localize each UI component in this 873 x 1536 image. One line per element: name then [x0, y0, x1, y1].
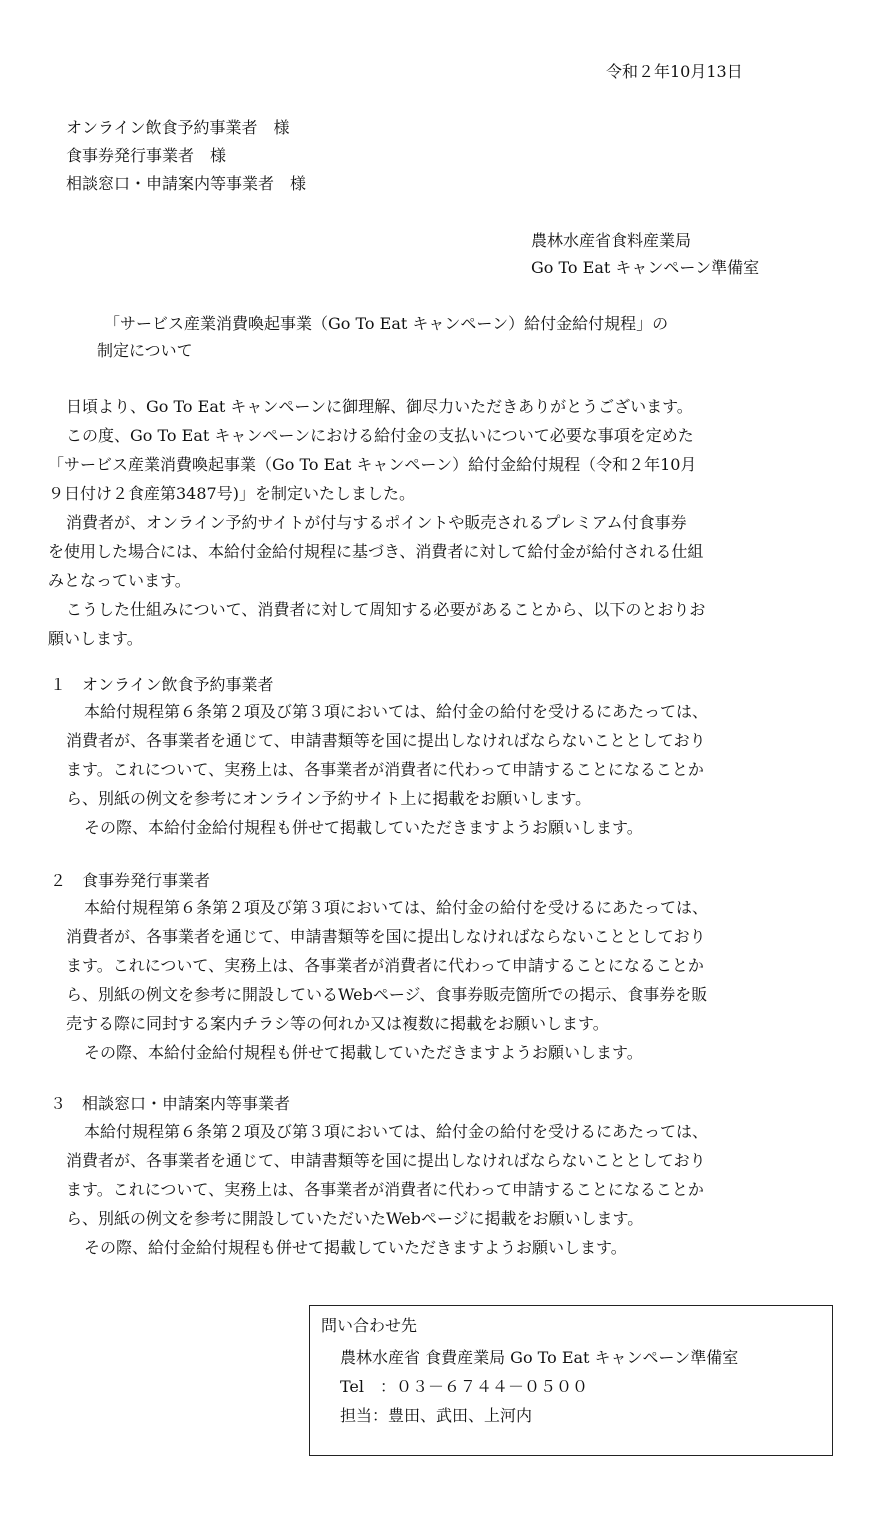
inquiry-org: 農林水産省 食費産業局 Go To Eat キャンペーン準備室 — [340, 1348, 739, 1367]
section-line: ます。これについて、実務上は、各事業者が消費者に代わって申請することになることか — [66, 1180, 704, 1199]
section-line: 本給付規程第６条第２項及び第３項においては、給付金の給付を受けるにあたっては、 — [84, 898, 709, 917]
section-line: ら、別紙の例文を参考に開設していただいたWebページに掲載をお願いします。 — [66, 1209, 644, 1228]
intro-line: こうした仕組みについて、消費者に対して周知する必要があることから、以下のとおりお — [66, 600, 706, 619]
section-line: その際、本給付金給付規程も併せて掲載していただきますようお願いします。 — [84, 818, 643, 837]
inquiry-tel-number: ０３－６７４４－０５００ — [396, 1377, 589, 1396]
section-line: その際、本給付金給付規程も併せて掲載していただきますようお願いします。 — [84, 1043, 643, 1062]
inquiry-title: 問い合わせ先 — [321, 1316, 418, 1335]
document-date: 令和２年10月13日 — [606, 62, 743, 81]
intro-line: 願いします。 — [48, 629, 143, 648]
section-heading: ３ 相談窓口・申請案内等事業者 — [50, 1094, 291, 1113]
intro-line: みとなっています。 — [48, 571, 191, 590]
intro-line: 「サービス産業消費喚起事業（Go To Eat キャンペーン）給付金給付規程（令和２年10月 — [48, 455, 697, 474]
section-body — [0, 697, 873, 842]
section-line: 売する際に同封する案内チラシ等の何れか又は複数に掲載をお願いします。 — [66, 1014, 609, 1033]
section-line: 本給付規程第６条第２項及び第３項においては、給付金の給付を受けるにあたっては、 — [84, 1122, 709, 1141]
sender-dept: Go To Eat キャンペーン準備室 — [531, 258, 760, 277]
recipient-line: 相談窓口・申請案内等事業者 様 — [66, 174, 307, 193]
inquiry-tel-label: Tel ： — [340, 1377, 397, 1396]
intro-line: ９日付け２食産第3487号)」を制定いたしました。 — [48, 484, 415, 503]
section-heading: ２ 食事券発行事業者 — [50, 871, 211, 890]
inquiry-contact: 担当：豊田、武田、上河内 — [340, 1406, 533, 1425]
intro-body — [0, 392, 873, 653]
intro-line: この度、Go To Eat キャンペーンにおける給付金の支払いについて必要な事項を定めた — [66, 426, 694, 445]
section-line: 消費者が、各事業者を通じて、申請書類等を国に提出しなければならないこととしており — [66, 731, 706, 750]
subject-line-1: 「サービス産業消費喚起事業（Go To Eat キャンペーン）給付金給付規程」の — [104, 314, 669, 333]
section-line: ます。これについて、実務上は、各事業者が消費者に代わって申請することになることか — [66, 760, 704, 779]
section-body — [0, 1117, 873, 1262]
inquiry-tel-row — [340, 1377, 588, 1397]
section-body — [0, 893, 873, 1067]
section-line: 消費者が、各事業者を通じて、申請書類等を国に提出しなければならないこととしており — [66, 1151, 706, 1170]
section-line: ます。これについて、実務上は、各事業者が消費者に代わって申請することになることか — [66, 956, 704, 975]
section-line: その際、給付金給付規程も併せて掲載していただきますようお願いします。 — [84, 1238, 627, 1257]
intro-line: 日頃より、Go To Eat キャンペーンに御理解、御尽力いただきありがとうございます。 — [66, 397, 693, 416]
subject-line-2: 制定について — [97, 341, 193, 360]
section-line: ら、別紙の例文を参考に開設しているWebページ、食事券販売箇所での掲示、食事券を販 — [66, 985, 708, 1004]
intro-line: を使用した場合には、本給付金給付規程に基づき、消費者に対して給付金が給付される仕組 — [48, 542, 704, 561]
section-line: 本給付規程第６条第２項及び第３項においては、給付金の給付を受けるにあたっては、 — [84, 702, 709, 721]
inquiry-box — [309, 1305, 833, 1456]
section-line: ら、別紙の例文を参考にオンライン予約サイト上に掲載をお願いします。 — [66, 789, 592, 808]
intro-line: 消費者が、オンライン予約サイトが付与するポイントや販売されるプレミアム付食事券 — [66, 513, 687, 532]
recipient-line: オンライン飲食予約事業者 様 — [66, 118, 290, 137]
section-heading: １ オンライン飲食予約事業者 — [50, 675, 274, 694]
section-line: 消費者が、各事業者を通じて、申請書類等を国に提出しなければならないこととしており — [66, 927, 706, 946]
recipient-line: 食事券発行事業者 様 — [66, 146, 227, 165]
sender-org: 農林水産省食料産業局 — [531, 231, 692, 250]
